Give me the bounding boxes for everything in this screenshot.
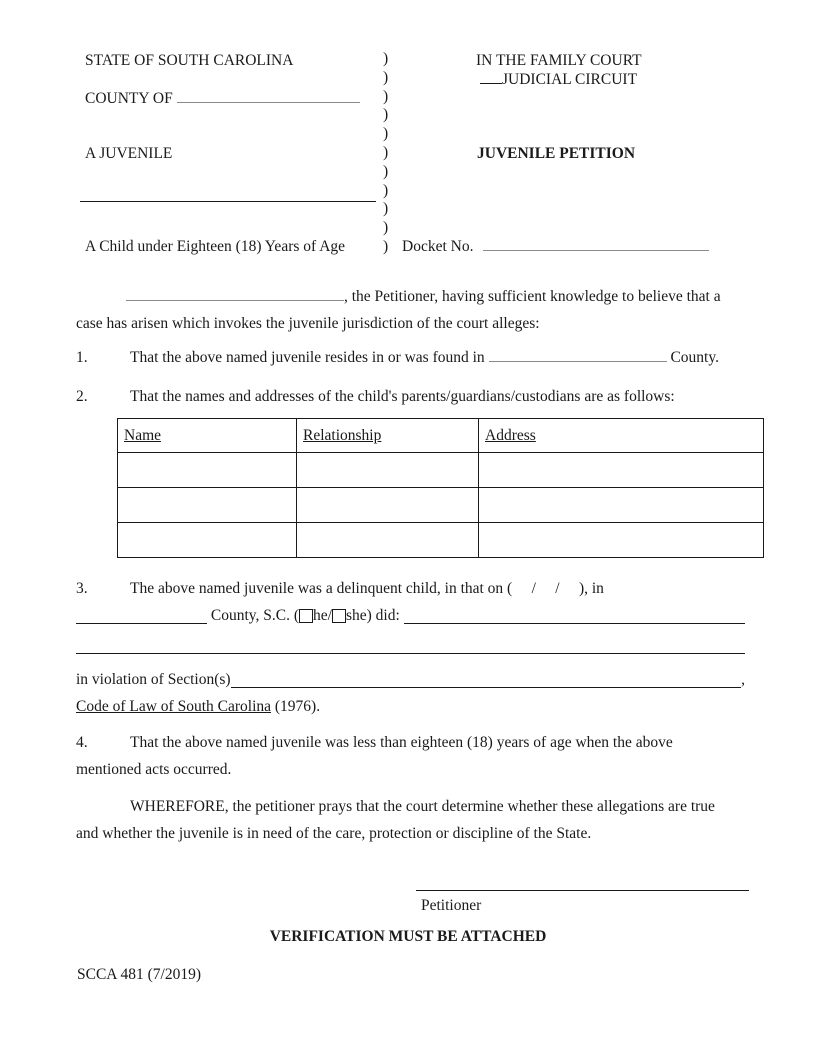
wherefore-clause: [76, 793, 745, 847]
violation-comma: ,: [741, 671, 745, 688]
verification-notice: VERIFICATION MUST BE ATTACHED: [269, 928, 547, 945]
offense-description-continuation-field[interactable]: [76, 629, 745, 654]
docket-number-field[interactable]: [483, 238, 709, 251]
table-row: [118, 523, 764, 558]
intro-line-1: [76, 283, 745, 310]
allegation-3-line-1: [76, 575, 745, 602]
allegation-1: [76, 344, 745, 371]
petitioner-signature-label: Petitioner: [421, 897, 482, 914]
state-caption: STATE OF SOUTH CAROLINA: [85, 52, 294, 69]
table-cell-empty[interactable]: [479, 523, 764, 558]
petition-body: [76, 283, 745, 847]
paren-mark: ): [383, 237, 389, 255]
allegation-1-suffix: County.: [666, 349, 719, 366]
code-year-text: (1976).: [271, 698, 321, 715]
code-of-law-text: Code of Law of South Carolina: [76, 698, 272, 715]
column-header-relationship: Relationship: [297, 419, 479, 453]
offense-description-field[interactable]: [404, 623, 745, 624]
allegation-2-text: That the names and addresses of the child's parents/guardians/custodians are as follows:: [130, 388, 675, 405]
table-header-row: [118, 419, 764, 453]
allegation-3-line-2: [76, 602, 745, 629]
section-numbers-field[interactable]: [231, 687, 742, 688]
he-checkbox[interactable]: [299, 609, 313, 623]
table-cell-empty[interactable]: [297, 453, 479, 488]
she-checkbox[interactable]: [332, 609, 346, 623]
docket-label: Docket No.: [402, 238, 474, 255]
table-cell-empty[interactable]: [118, 453, 297, 488]
petitioner-name-field[interactable]: [126, 288, 344, 301]
court-name: IN THE FAMILY COURT: [476, 52, 642, 69]
column-header-name: Name: [118, 419, 297, 453]
paren-mark: ): [383, 219, 389, 237]
allegation-4-text: That the above named juvenile was less than eighteen (18) years of age when the above: [130, 734, 673, 751]
he-label: he/: [313, 607, 332, 624]
paren-mark: ): [383, 143, 389, 161]
paren-mark: ): [383, 162, 389, 180]
item-number: 1.: [76, 349, 88, 366]
parents-guardians-table: [117, 418, 764, 558]
intro-text-1: , the Petitioner, having sufficient knowledge to believe that a: [344, 288, 721, 305]
petitioner-signature-field[interactable]: [416, 878, 749, 891]
table-cell-empty[interactable]: [479, 453, 764, 488]
she-label: she) did:: [345, 607, 404, 624]
paren-mark: ): [383, 106, 389, 124]
allegation-1-text: That the above named juvenile resides in or was found in: [130, 349, 489, 366]
allegation-2: [76, 383, 745, 410]
paren-mark: ): [383, 125, 389, 143]
violation-line: [76, 666, 745, 693]
found-county-field[interactable]: [489, 349, 667, 362]
item-number: 2.: [76, 388, 88, 405]
paren-mark: ): [383, 181, 389, 199]
allegation-4: [76, 729, 745, 783]
item-number: 4.: [76, 734, 88, 751]
table-row: [118, 453, 764, 488]
table-cell-empty[interactable]: [297, 488, 479, 523]
county-sc-text: County, S.C. (: [207, 607, 300, 624]
county-caption: [85, 90, 360, 108]
table-cell-empty[interactable]: [118, 488, 297, 523]
allegation-3-text: The above named juvenile was a delinquent child, in that on ( / / ), in: [130, 580, 604, 597]
table-cell-empty[interactable]: [479, 488, 764, 523]
juvenile-name-field[interactable]: [80, 189, 376, 202]
county-field[interactable]: [177, 90, 360, 103]
allegation-4-line-1: [76, 729, 745, 756]
table-row: [118, 488, 764, 523]
allegation-4-line-2: mentioned acts occurred.: [76, 761, 232, 778]
child-age-caption: A Child under Eighteen (18) Years of Age: [85, 238, 346, 255]
table-cell-empty[interactable]: [118, 523, 297, 558]
item-number: 3.: [76, 580, 88, 597]
code-of-law-line: [76, 693, 745, 720]
caption-paren-divider: [383, 50, 388, 257]
violation-label: in violation of Section(s): [76, 671, 231, 688]
wherefore-line-2: and whether the juvenile is in need of the care, protection or discipline of the State.: [76, 825, 592, 842]
paren-mark: ): [383, 87, 389, 105]
paren-mark: ): [383, 200, 389, 218]
county-label: COUNTY OF: [85, 90, 177, 107]
column-header-address: Address: [479, 419, 764, 453]
juvenile-caption: A JUVENILE: [85, 145, 173, 162]
paren-mark: ): [383, 50, 389, 67]
form-number: SCCA 481 (7/2019): [77, 966, 202, 983]
docket-line: [402, 238, 709, 256]
circuit-number-field[interactable]: [480, 71, 502, 84]
wherefore-line-1: WHEREFORE, the petitioner prays that the court determine whether these allegations are true: [130, 798, 715, 815]
intro-line-2: case has arisen which invokes the juvenile jurisdiction of the court alleges:: [76, 315, 540, 332]
table-cell-empty[interactable]: [297, 523, 479, 558]
form-title: JUVENILE PETITION: [477, 145, 636, 162]
circuit-line: [480, 71, 637, 89]
offense-county-field[interactable]: [76, 623, 207, 624]
paren-mark: ): [383, 68, 389, 86]
circuit-label: JUDICIAL CIRCUIT: [502, 71, 638, 88]
